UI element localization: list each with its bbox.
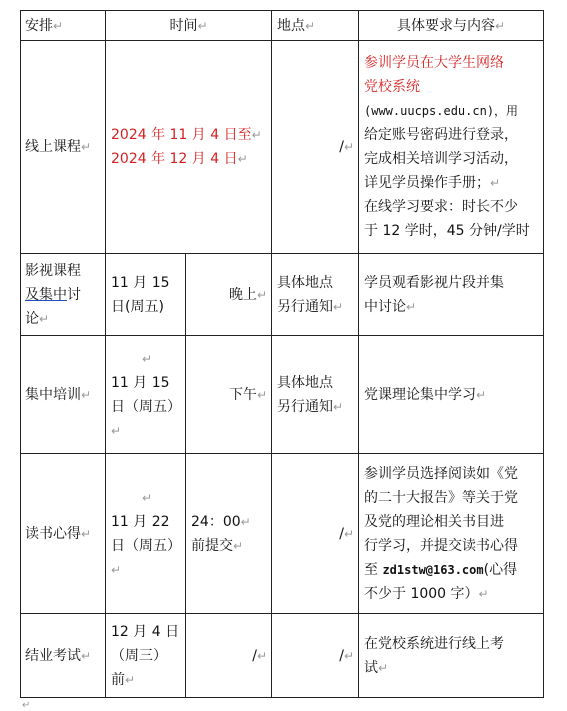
schedule-table bbox=[20, 10, 544, 698]
arrange-cell: 集中培训↵ bbox=[21, 336, 106, 454]
date-cell: ↵ 11 月 22 日（周五）↵ bbox=[106, 454, 186, 614]
table-row-online-course bbox=[21, 41, 544, 254]
arrange-cell: 结业考试↵ bbox=[21, 614, 106, 698]
content-cell: 党课理论集中学习↵ bbox=[359, 336, 544, 454]
content-cell: 学员观看影视片段并集 中讨论↵ bbox=[359, 254, 544, 336]
header-place: 地点↵ bbox=[272, 11, 359, 41]
table-row-final-exam bbox=[21, 614, 544, 698]
slot-cell: 下午↵ bbox=[186, 336, 272, 454]
date-cell: 12 月 4 日 （周三） 前↵ bbox=[106, 614, 186, 698]
place-cell: /↵ bbox=[272, 614, 359, 698]
place-cell: 具体地点 另行通知↵ bbox=[272, 336, 359, 454]
header-row bbox=[21, 11, 544, 41]
time-cell: 2024 年 11 月 4 日至↵ 2024 年 12 月 4 日↵ bbox=[106, 41, 272, 254]
content-cell: 在党校系统进行线上考 试↵ bbox=[359, 614, 544, 698]
place-cell: 具体地点 另行通知↵ bbox=[272, 254, 359, 336]
header-time: 时间↵ bbox=[106, 11, 272, 41]
slot-cell: 晚上↵ bbox=[186, 254, 272, 336]
table-row-training bbox=[21, 336, 544, 454]
table-row-reading bbox=[21, 454, 544, 614]
table-row-film-course bbox=[21, 254, 544, 336]
content-cell: 参训学员选择阅读如《党 的二十大报告》等关于党 及党的理论相关书目进 行学习，并提交读书心得 至 zd1stw@163.com(心得 不少于 1000 字）↵ bbox=[359, 454, 544, 614]
date-cell: 11 月 15 日(周五) bbox=[106, 254, 186, 336]
paragraph-mark: ↵ bbox=[22, 700, 31, 711]
content-cell: 参训学员在大学生网络 党校系统 (www.uucps.edu.cn)，用 给定账号密码进行登录， 完成相关培训学习活动， 详见学员操作手册；↵ 在线学习要求：时长不少 于 12 学时，45 分钟/学时 bbox=[359, 41, 544, 254]
slot-cell: 24：00↵ 前提交↵ bbox=[186, 454, 272, 614]
place-cell: /↵ bbox=[272, 41, 359, 254]
arrange-cell: 线上课程↵ bbox=[21, 41, 106, 254]
arrange-cell: 影视课程 及集中讨 论↵ bbox=[21, 254, 106, 336]
date-cell: ↵ 11 月 15 日（周五）↵ bbox=[106, 336, 186, 454]
arrange-cell: 读书心得↵ bbox=[21, 454, 106, 614]
header-content: 具体要求与内容↵ bbox=[359, 11, 544, 41]
place-cell: /↵ bbox=[272, 454, 359, 614]
header-arrange: 安排↵ bbox=[21, 11, 106, 41]
slot-cell: /↵ bbox=[186, 614, 272, 698]
